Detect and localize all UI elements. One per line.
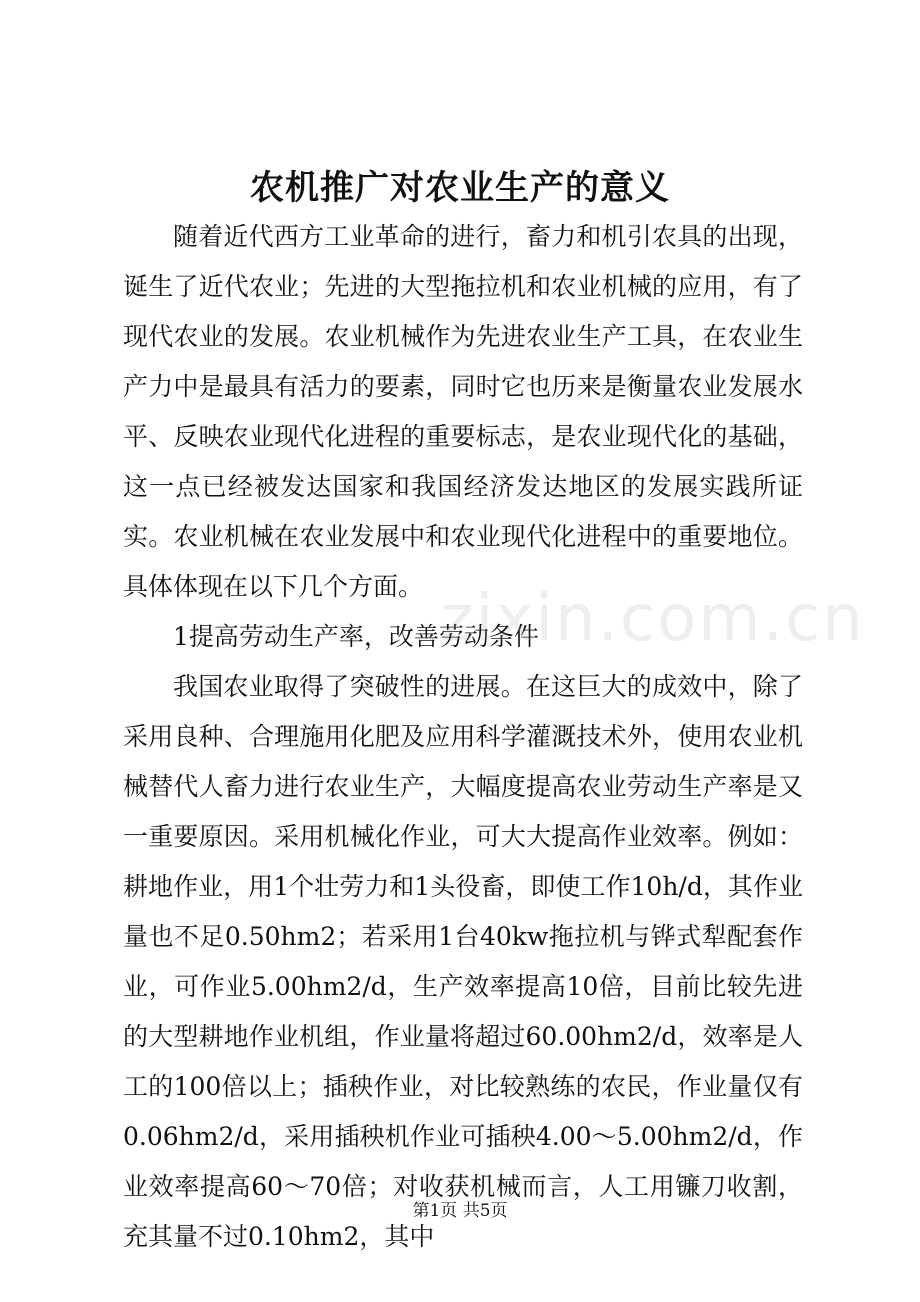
paragraph-productivity: 我国农业取得了突破性的进展。在这巨大的成效中，除了采用良种、合理施用化肥及应用科学灌溉技术外，使用农业机械替代人畜力进行农业生产，大幅度提高农业劳动生产率是又一重要原因。采用机械化作业，可大大提高作业效率。例如：耕地作业，用1个壮劳力和1头役畜，即使工作10h/d，其作业量也不足0.50hm2；若采用1台40kw拖拉机与铧式犁配套作业，可作业5.00hm2/d，生产效率提高10倍，目前比较先进的大型耕地作业机组，作业量将超过60.00hm2/d，效率是人工的100倍以上；插秧作业，对比较熟练的农民，作业量仅有0.06hm2/d，采用插秧机作业可插秧4.00～5.00hm2/d，作业效率提高60～70倍；对收获机械而言，人工用镰刀收割，充其量不过0.10hm2，其中 [123, 672, 803, 1251]
watermark: zixin.com.cn [440, 582, 865, 656]
document-body [123, 212, 803, 1262]
page-footer: 第1页 共5页 [412, 1201, 508, 1221]
section-heading: 1提高劳动生产率，改善劳动条件 [173, 622, 539, 651]
paragraph-intro: 随着近代西方工业革命的进行，畜力和机引农具的出现，诞生了近代农业；先进的大型拖拉机和农业机械的应用，有了现代农业的发展。农业机械作为先进农业生产工具，在农业生产力中是最具有活力的要素，同时它也历来是衡量农业发展水平、反映农业现代化进程的重要标志，是农业现代化的基础，这一点已经被发达国家和我国经济发达地区的发展实践所证实。农业机械在农业发展中和农业现代化进程中的重要地位。具体体现在以下几个方面。 [123, 222, 803, 601]
document-title: 农机推广对农业生产的意义 [250, 168, 670, 208]
